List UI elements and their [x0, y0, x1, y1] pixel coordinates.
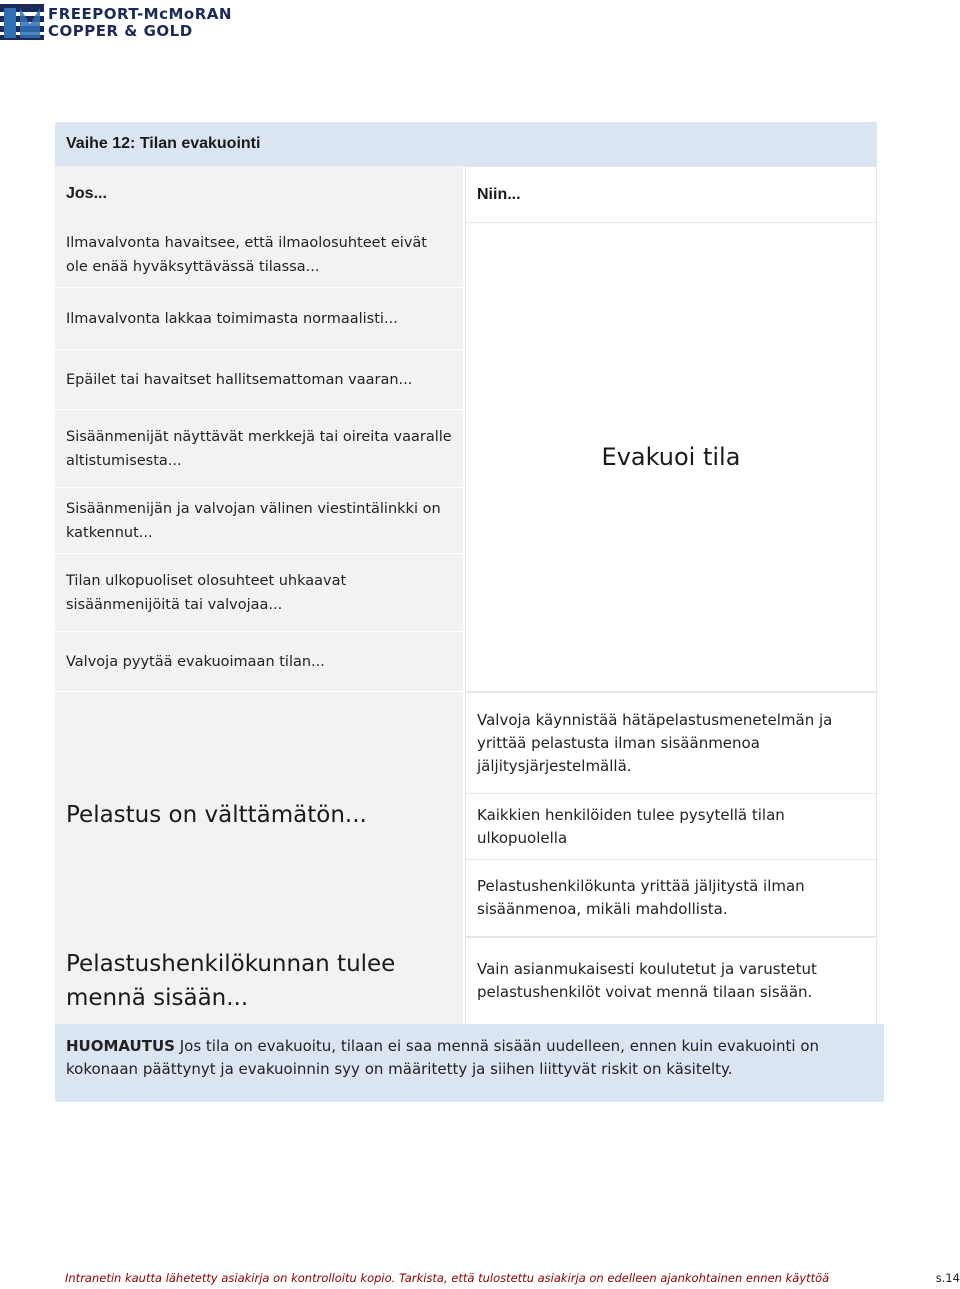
condition-item: Sisäänmenijät näyttävät merkkejä tai oireita vaaralle altistumisesta... — [55, 410, 463, 488]
table-title: Vaihe 12: Tilan evakuointi — [55, 122, 877, 166]
rescue-action-item: Valvoja käynnistää hätäpelastusmenetelmän ja yrittää pelastusta ilman sisäänmenoa jäljitysjärjestelmällä. — [466, 693, 876, 794]
condition-item: Ilmavalvonta lakkaa toimimasta normaalisti... — [55, 288, 463, 350]
evacuate-action-cell — [465, 222, 877, 692]
company-logo — [0, 2, 240, 42]
conditions-list — [55, 222, 465, 692]
evacuate-action: Evakuoi tila — [601, 443, 741, 471]
evacuation-table — [55, 122, 877, 1024]
rescue-entry-action: Vain asianmukaisesti koulutetut ja varustetut pelastushenkilöt voivat mennä tilaan sisään. — [465, 937, 877, 1024]
page-number: s.14 — [935, 1271, 960, 1285]
condition-item: Ilmavalvonta havaitsee, että ilmaolosuhteet eivät ole enää hyväksyttävässä tilassa... — [55, 222, 463, 288]
column-header-if: Jos... — [55, 166, 465, 222]
note-box — [55, 1024, 884, 1102]
rescue-entry-block — [55, 937, 877, 1024]
footer-disclaimer: Intranetin kautta lähetetty asiakirja on kontrolloitu kopio. Tarkista, että tulostettu asiakirja on edelleen ajankohtainen ennen käyttöä — [65, 1271, 830, 1285]
condition-item: Valvoja pyytää evakuoimaan tilan... — [55, 632, 463, 692]
rescue-actions — [465, 692, 877, 937]
page-footer — [65, 1271, 960, 1289]
rescue-action-item: Kaikkien henkilöiden tulee pysytellä tilan ulkopuolella — [466, 794, 876, 860]
condition-item: Epäilet tai havaitset hallitsemattoman vaaran... — [55, 350, 463, 410]
table-column-headers — [55, 166, 877, 222]
rescue-condition: Pelastus on välttämätön... — [55, 692, 465, 937]
logo-mark-icon — [0, 4, 44, 40]
rescue-action-item: Pelastushenkilökunta yrittää jäljitystä ilman sisäänmenoa, mikäli mahdollista. — [477, 877, 805, 918]
condition-item: Tilan ulkopuoliset olosuhteet uhkaavat sisäänmenijöitä tai valvojaa... — [55, 554, 463, 632]
note-label: HUOMAUTUS — [66, 1037, 175, 1055]
condition-item: Sisäänmenijän ja valvojan välinen viestintälinkki on katkennut... — [55, 488, 463, 554]
logo-line-1: FREEPORT-McMoRAN — [48, 5, 232, 23]
note-text: Jos tila on evakuoitu, tilaan ei saa mennä sisään uudelleen, ennen kuin evakuointi on kokonaan päättynyt ja evakuoinnin syy on määritetty ja siihen liittyvät riskit on käsitelty. — [66, 1037, 820, 1078]
column-header-then: Niin... — [465, 166, 877, 222]
logo-line-2: COPPER & GOLD — [48, 22, 193, 40]
rescue-entry-condition: Pelastushenkilökunnan tulee mennä sisään... — [55, 937, 465, 1024]
rescue-block — [55, 692, 877, 937]
evacuation-conditions-block — [55, 222, 877, 692]
